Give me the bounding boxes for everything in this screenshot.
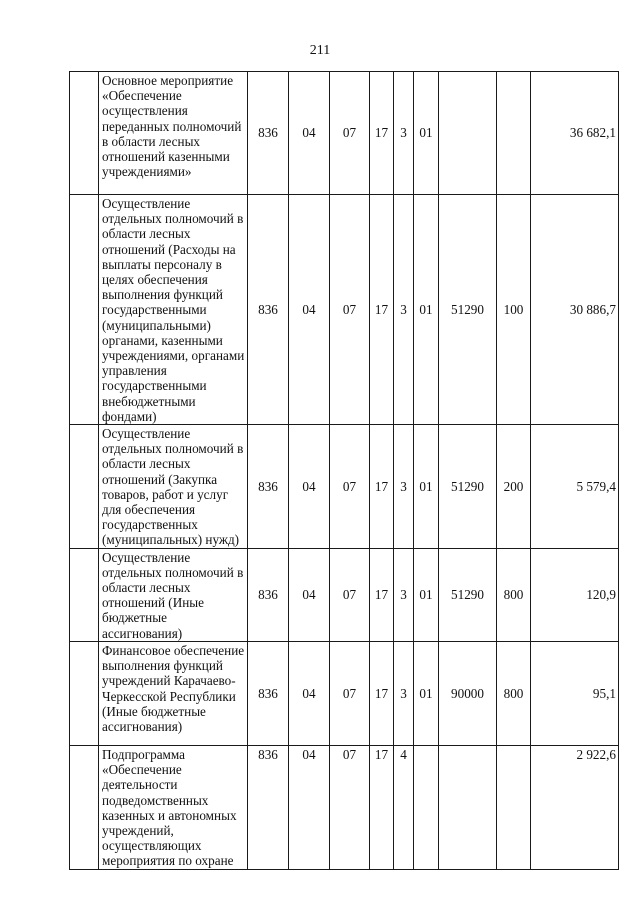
code-cell: 04: [289, 548, 330, 641]
row-name: Осуществление отдельных полномочий в области лесных отношений (Закупка товаров, работ и услуг для обеспечения государственных (муниципальных) нужд): [99, 425, 248, 549]
code-cell: 04: [289, 425, 330, 549]
code-cell: 836: [248, 195, 289, 425]
code-cell: 200: [497, 425, 531, 549]
row-number-cell: [70, 72, 99, 195]
code-cell: [439, 745, 497, 869]
budget-table: [69, 71, 619, 870]
code-cell: 04: [289, 745, 330, 869]
row-name: Осуществление отдельных полномочий в области лесных отношений (Расходы на выплаты персоналу в целях обеспечения выполнения функций государственными (муниципальными) органами, казенными учреждениями, органами управления государственными внебюджетными фондами): [99, 195, 248, 425]
code-cell: [497, 745, 531, 869]
code-cell: 07: [330, 745, 370, 869]
code-cell: 17: [370, 72, 394, 195]
code-cell: 17: [370, 195, 394, 425]
code-cell: 3: [394, 425, 414, 549]
code-cell: 17: [370, 745, 394, 869]
code-cell: 51290: [439, 548, 497, 641]
code-cell: 3: [394, 195, 414, 425]
amount-cell: 5 579,4: [531, 425, 619, 549]
code-cell: 01: [414, 72, 439, 195]
code-cell: 51290: [439, 425, 497, 549]
code-cell: 04: [289, 72, 330, 195]
code-cell: 3: [394, 641, 414, 745]
code-cell: [414, 745, 439, 869]
page-number: 211: [309, 43, 331, 58]
code-cell: 51290: [439, 195, 497, 425]
code-cell: 836: [248, 641, 289, 745]
amount-cell: 120,9: [531, 548, 619, 641]
table-row: [70, 425, 619, 549]
table-row: [70, 641, 619, 745]
row-number-cell: [70, 195, 99, 425]
table-row: [70, 745, 619, 869]
code-cell: 07: [330, 195, 370, 425]
code-cell: 100: [497, 195, 531, 425]
code-cell: 3: [394, 548, 414, 641]
code-cell: 01: [414, 548, 439, 641]
table-row: [70, 195, 619, 425]
code-cell: 90000: [439, 641, 497, 745]
code-cell: 04: [289, 195, 330, 425]
code-cell: 800: [497, 641, 531, 745]
row-number-cell: [70, 548, 99, 641]
row-name: Финансовое обеспечение выполнения функций учреждений Карачаево-Черкесской Республики (Иные бюджетные ассигнования): [99, 641, 248, 745]
code-cell: 07: [330, 425, 370, 549]
code-cell: 800: [497, 548, 531, 641]
table-row: [70, 548, 619, 641]
code-cell: 07: [330, 641, 370, 745]
amount-cell: 95,1: [531, 641, 619, 745]
code-cell: 01: [414, 425, 439, 549]
row-name: Основное мероприятие «Обеспечение осуществления переданных полномочий в области лесных отношений казенными учреждениями»: [99, 72, 248, 195]
amount-cell: 2 922,6: [531, 745, 619, 869]
code-cell: 836: [248, 72, 289, 195]
code-cell: 07: [330, 72, 370, 195]
code-cell: 17: [370, 425, 394, 549]
code-cell: 3: [394, 72, 414, 195]
code-cell: [497, 72, 531, 195]
code-cell: 04: [289, 641, 330, 745]
amount-cell: 30 886,7: [531, 195, 619, 425]
code-cell: 17: [370, 548, 394, 641]
row-number-cell: [70, 425, 99, 549]
code-cell: 836: [248, 745, 289, 869]
code-cell: 01: [414, 641, 439, 745]
row-name: Осуществление отдельных полномочий в области лесных отношений (Иные бюджетные ассигнования): [99, 548, 248, 641]
code-cell: 17: [370, 641, 394, 745]
code-cell: 836: [248, 548, 289, 641]
row-name: Подпрограмма «Обеспечение деятельности подведомственных казенных и автономных учреждений, осуществляющих мероприятия по охране: [99, 745, 248, 869]
row-number-cell: [70, 641, 99, 745]
code-cell: 07: [330, 548, 370, 641]
code-cell: [439, 72, 497, 195]
table-row: [70, 72, 619, 195]
code-cell: 836: [248, 425, 289, 549]
code-cell: 01: [414, 195, 439, 425]
amount-cell: 36 682,1: [531, 72, 619, 195]
code-cell: 4: [394, 745, 414, 869]
row-number-cell: [70, 745, 99, 869]
